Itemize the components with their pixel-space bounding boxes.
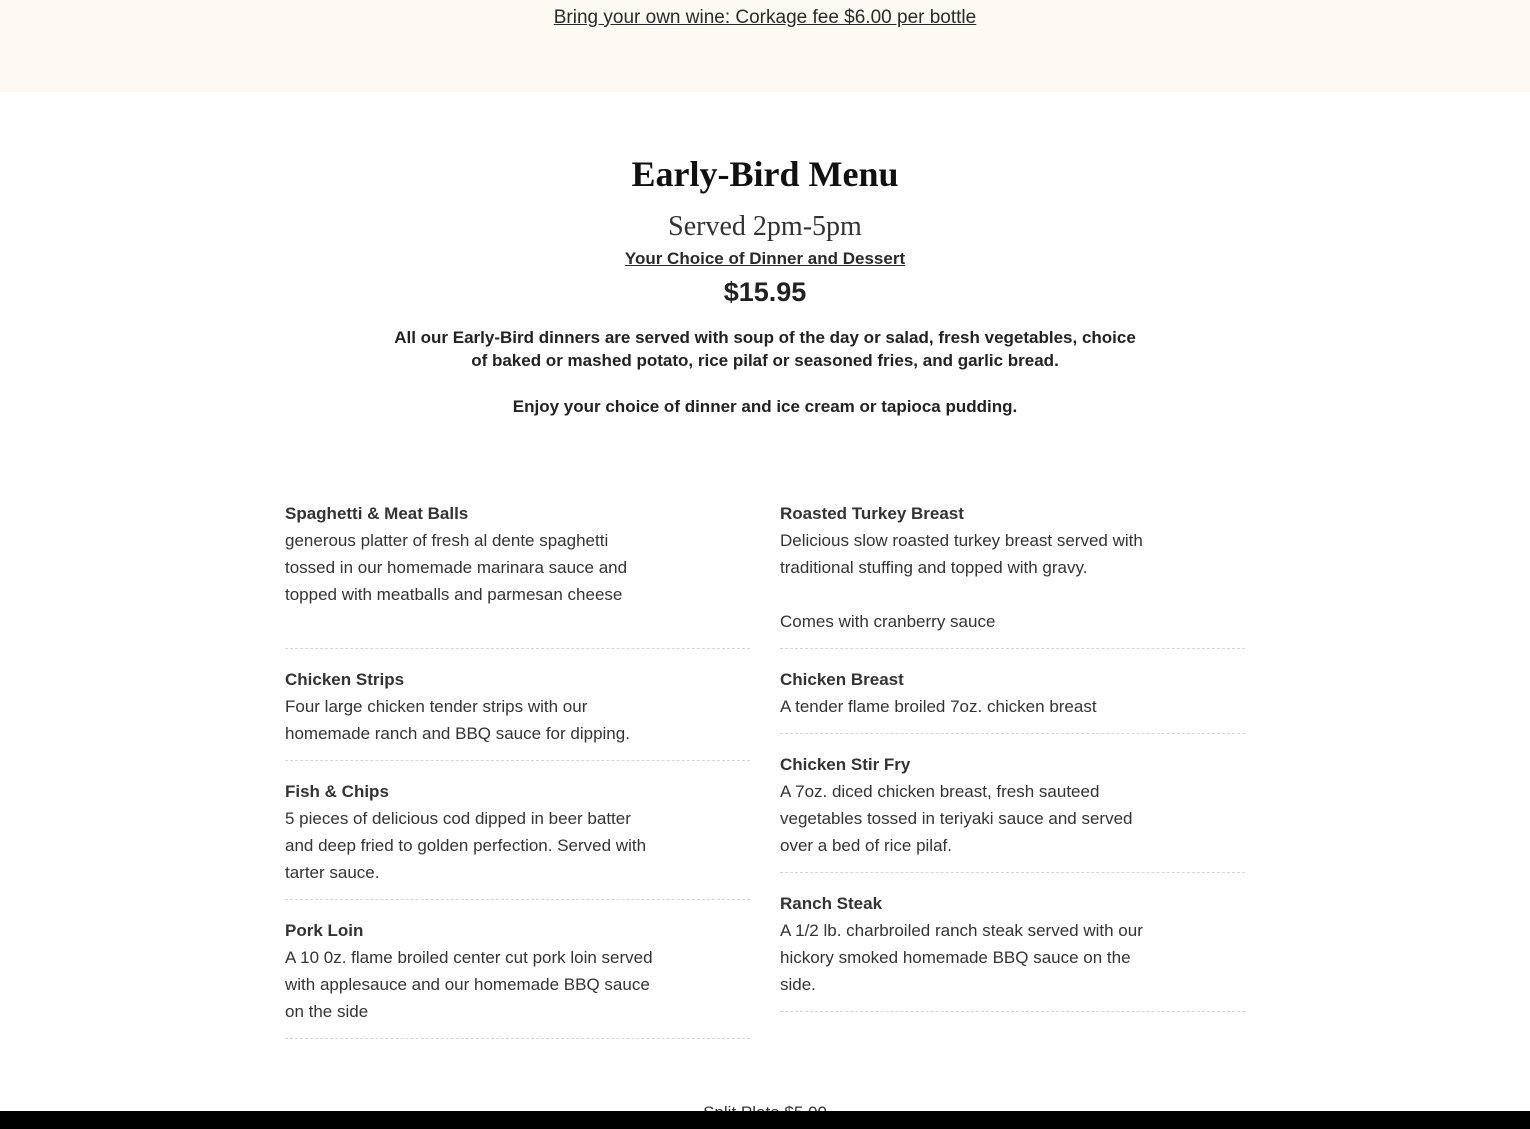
menu-title: Early-Bird Menu <box>631 154 899 194</box>
menu-item <box>285 761 750 900</box>
item-name: Spaghetti & Meat Balls <box>285 504 469 523</box>
item-description: A 7oz. diced chicken breast, fresh sauteed vegetables tossed in teriyaki sauce and served over a bed of rice pilaf. <box>780 782 1133 855</box>
item-description: generous platter of fresh al dente spaghetti tossed in our homemade marinara sauce and topped with meatballs and parmesan cheese <box>285 531 628 604</box>
menu-price: $15.95 <box>723 277 807 307</box>
corkage-link[interactable]: Bring your own wine: Corkage fee $6.00 per bottle <box>553 7 977 28</box>
item-description: Four large chicken tender strips with our homemade ranch and BBQ sauce for dipping. <box>285 697 630 743</box>
menu-item <box>780 734 1245 873</box>
item-name: Ranch Steak <box>780 894 883 913</box>
choice-subtitle: Your Choice of Dinner and Dessert <box>624 249 906 268</box>
item-description: 5 pieces of delicious cod dipped in beer batter and deep fried to golden perfection. Served with tarter sauce. <box>285 809 647 882</box>
item-name: Roasted Turkey Breast <box>780 504 964 523</box>
item-description: Delicious slow roasted turkey breast served with traditional stuffing and topped with gravy. Comes with cranberry sauce <box>780 531 1143 631</box>
menu-column-right <box>780 500 1245 1012</box>
menu-item <box>780 500 1245 649</box>
corkage-banner <box>0 0 1530 92</box>
menu-description: All our Early-Bird dinners are served with soup of the day or salad, fresh vegetables, choice of baked or mashed potato, rice pilaf or seasoned fries, and garlic bread. <box>394 328 1136 370</box>
item-name: Chicken Stir Fry <box>780 755 911 774</box>
item-name: Pork Loin <box>285 921 364 940</box>
item-description: A 1/2 lb. charbroiled ranch steak served with our hickory smoked homemade BBQ sauce on the side. <box>780 921 1143 994</box>
menu-item <box>285 649 750 761</box>
item-description: A 10 0z. flame broiled center cut pork loin served with applesauce and our homemade BBQ sauce on the side <box>285 948 653 1021</box>
menu-item <box>285 900 750 1039</box>
item-name: Fish & Chips <box>285 782 389 801</box>
bottom-bar <box>0 1111 1530 1129</box>
menu-item <box>780 873 1245 1012</box>
menu-item <box>780 649 1245 734</box>
menu-item <box>285 500 750 649</box>
menu-column-left <box>285 500 750 1039</box>
item-name: Chicken Strips <box>285 670 405 689</box>
served-hours: Served 2pm-5pm <box>668 211 862 242</box>
dessert-note: Enjoy your choice of dinner and ice cream or tapioca pudding. <box>512 397 1018 416</box>
item-description: A tender flame broiled 7oz. chicken breast <box>780 697 1097 716</box>
item-name: Chicken Breast <box>780 670 904 689</box>
